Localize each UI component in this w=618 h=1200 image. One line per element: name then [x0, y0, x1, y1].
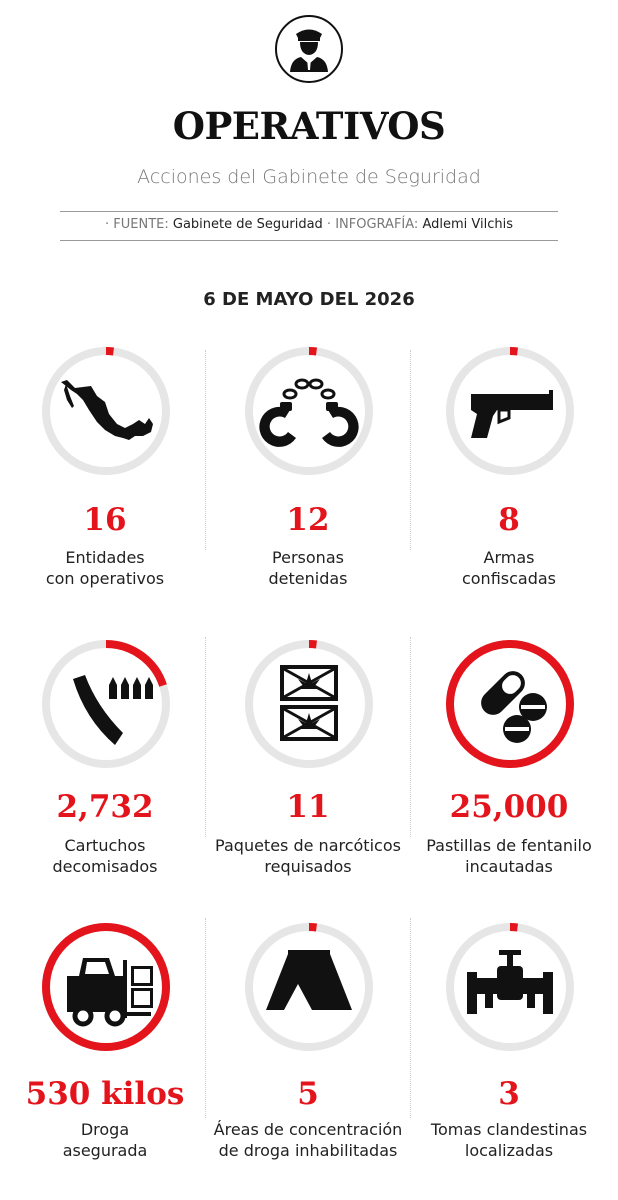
column-divider: [205, 350, 206, 550]
stat-label-line1: Paquetes de narcóticos: [215, 836, 401, 855]
infographic-value: Adlemi Vilchis: [422, 217, 513, 232]
stat-label-line1: Personas: [272, 548, 344, 567]
stat-ring: [39, 920, 173, 1054]
stat-value: 530 kilos: [25, 1076, 185, 1112]
stat-label-line2: localizadas: [464, 1141, 554, 1160]
forklift-icon: [67, 958, 153, 1024]
credits-line: [0, 217, 618, 232]
stat-label-line2: asegurada: [62, 1141, 148, 1160]
stat-label-line1: Entidades: [65, 548, 145, 567]
stat-ring: [39, 344, 173, 478]
divider: [60, 211, 558, 212]
stat-label-line1: Pastillas de fentanilo: [426, 836, 592, 855]
stat-label-line2: confiscadas: [461, 569, 557, 588]
stat-ring: [242, 637, 376, 771]
ring-track: [249, 644, 369, 764]
stat-label-line2: incautadas: [465, 857, 553, 876]
stat-label-line2: decomisados: [52, 857, 158, 876]
stat-ring: [443, 637, 577, 771]
stat-value: 12: [286, 502, 330, 538]
stat-label-line2: detenidas: [268, 569, 348, 588]
pipeline-valve-icon: [467, 950, 553, 1014]
stat-label-line1: Armas: [483, 548, 535, 567]
pills-icon: [476, 666, 547, 743]
ring-progress: [450, 644, 570, 764]
credits-separator: ·: [322, 217, 336, 232]
stat-ring: [242, 920, 376, 1054]
stat-value: 5: [297, 1076, 319, 1112]
mexico-map-icon: [61, 380, 153, 440]
stat-ring: [242, 344, 376, 478]
date-heading: 6 DE MAYO DEL 2026: [203, 289, 415, 310]
stat-label-line1: Áreas de concentración: [213, 1120, 403, 1139]
stat-ring: [443, 920, 577, 1054]
pistol-icon: [471, 390, 553, 438]
infographic-key: INFOGRAFÍA:: [335, 217, 423, 232]
source-value: Gabinete de Seguridad: [172, 217, 323, 232]
stat-label-line2: requisados: [264, 857, 352, 876]
ring-track: [249, 351, 369, 471]
stat-ring: [39, 637, 173, 771]
stat-label-line2: de droga inhabilitadas: [218, 1141, 398, 1160]
stat-value: 2,732: [56, 789, 154, 825]
ammo-magazine-icon: [73, 675, 153, 745]
stat-value: 3: [498, 1076, 520, 1112]
stat-label-line1: Cartuchos: [64, 836, 146, 855]
tent-camp-icon: [266, 950, 352, 1010]
drug-packages-icon: [280, 665, 338, 741]
stat-value: 25,000: [449, 789, 569, 825]
column-divider: [205, 637, 206, 837]
police-officer-icon: [274, 14, 344, 84]
page-subtitle: Acciones del Gabinete de Seguridad: [137, 166, 481, 188]
stat-value: 16: [83, 502, 127, 538]
stat-value: 8: [498, 502, 520, 538]
stat-value: 11: [286, 789, 330, 825]
page-title: OPERATIVOS: [172, 104, 446, 148]
stat-label-line1: Tomas clandestinas: [430, 1120, 588, 1139]
stat-label-line2: con operativos: [45, 569, 165, 588]
source-key: · FUENTE:: [105, 217, 173, 232]
handcuffs-icon: [259, 380, 358, 447]
stat-ring: [443, 344, 577, 478]
column-divider: [205, 918, 206, 1118]
divider: [60, 240, 558, 241]
stat-label-line1: Droga: [80, 1120, 130, 1139]
